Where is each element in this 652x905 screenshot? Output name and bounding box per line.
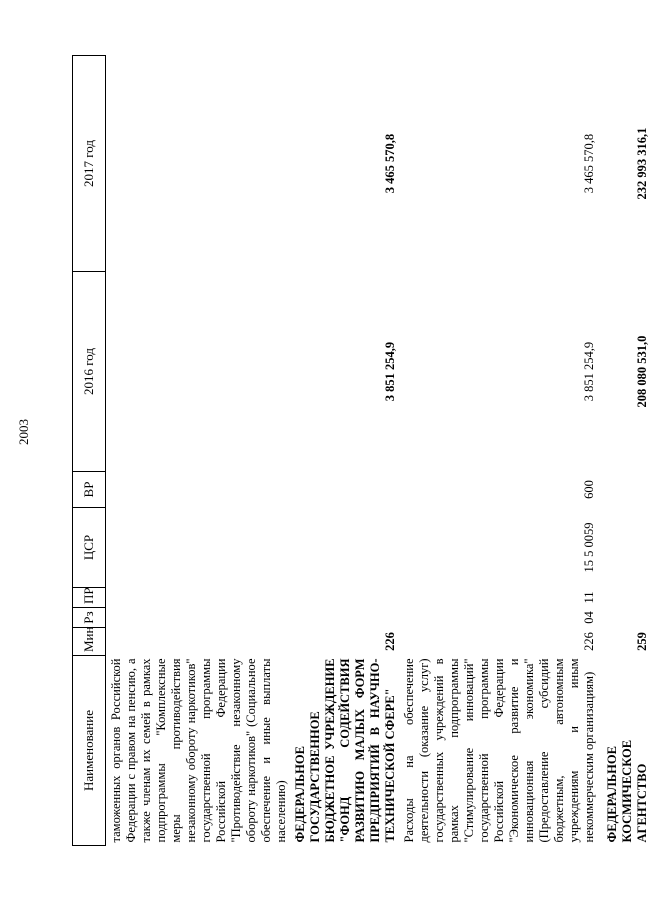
page-number-text: 2003 xyxy=(16,419,31,445)
row-2017 xyxy=(106,56,292,272)
row-2017: 232 993 316,1 xyxy=(635,127,649,200)
row-pr xyxy=(291,588,400,608)
row-vr xyxy=(106,472,292,508)
row-2017: 3 465 570,8 xyxy=(383,133,397,194)
row-2016 xyxy=(106,272,292,472)
table-row xyxy=(106,56,292,846)
row-2016: 3 851 254,9 xyxy=(383,341,397,402)
row-pr xyxy=(599,588,652,608)
row-name: таможенных органов Российской Федерации с правом на пенсию, а также членам их семей в рамках подпрограммы "Комплексные меры противодействия незаконному обороту наркотиков" государственной программы Российской Федерации "Противодействие незаконному обороту наркотиков" (Социальное обеспечение и иные выплаты населению) xyxy=(109,658,288,843)
header-pr: ПР xyxy=(73,588,106,608)
table-row xyxy=(599,56,652,846)
row-csr: 15 5 0059 xyxy=(582,522,596,573)
row-csr xyxy=(291,508,400,588)
header-row xyxy=(73,56,106,846)
row-vr: 600 xyxy=(582,480,596,499)
row-name: Расходы на обеспечение деятельности (оказание услуг) государственных учреждений в рамках подпрограммы "Стимулирование инноваций" государственной программы Российской Федерации "Экономическое развитие и инновационная экономика" (Предоставление субсидий бюджетным, автономным учреждениям и иным некоммерческим организациям) xyxy=(402,658,596,843)
header-name: Наименование xyxy=(73,656,106,846)
row-2017: 3 465 570,8 xyxy=(582,133,596,194)
header-min: Мин xyxy=(73,628,106,656)
header-2017: 2017 год xyxy=(73,56,106,272)
row-name: ФЕДЕРАЛЬНОЕ КОСМИЧЕСКОЕ АГЕНТСТВО xyxy=(605,739,649,843)
budget-table-container xyxy=(72,56,649,846)
row-min: 226 xyxy=(582,632,596,651)
header-2016: 2016 год xyxy=(73,272,106,472)
row-rz xyxy=(599,608,652,628)
row-rz: 04 xyxy=(582,611,596,624)
table-row xyxy=(291,56,400,846)
header-csr: ЦСР xyxy=(73,508,106,588)
row-csr xyxy=(106,508,292,588)
row-csr xyxy=(599,508,652,588)
row-vr xyxy=(291,472,400,508)
header-vr: ВР xyxy=(73,472,106,508)
row-min: 226 xyxy=(383,632,397,651)
header-rz: Рз xyxy=(73,608,106,628)
row-rz xyxy=(291,608,400,628)
row-vr xyxy=(599,472,652,508)
table-header xyxy=(73,56,106,846)
row-2016: 3 851 254,9 xyxy=(582,341,596,402)
budget-table xyxy=(72,55,652,846)
row-pr: 11 xyxy=(582,591,596,604)
row-rz xyxy=(106,608,292,628)
row-min: 259 xyxy=(635,632,649,651)
row-2016: 208 080 531,0 xyxy=(635,335,649,408)
row-name: ФЕДЕРАЛЬНОЕ ГОСУДАРСТВЕННОЕ БЮДЖЕТНОЕ УЧРЕЖДЕНИЕ "ФОНД СОДЕЙСТВИЯ РАЗВИТИЮ МАЛЫХ ФОРМ ПРЕДПРИЯТИЙ В НАУЧНО-ТЕХНИЧЕСКОЙ СФЕРЕ" xyxy=(293,658,397,843)
row-pr xyxy=(106,588,292,608)
row-min xyxy=(106,628,292,656)
table-row xyxy=(400,56,599,846)
